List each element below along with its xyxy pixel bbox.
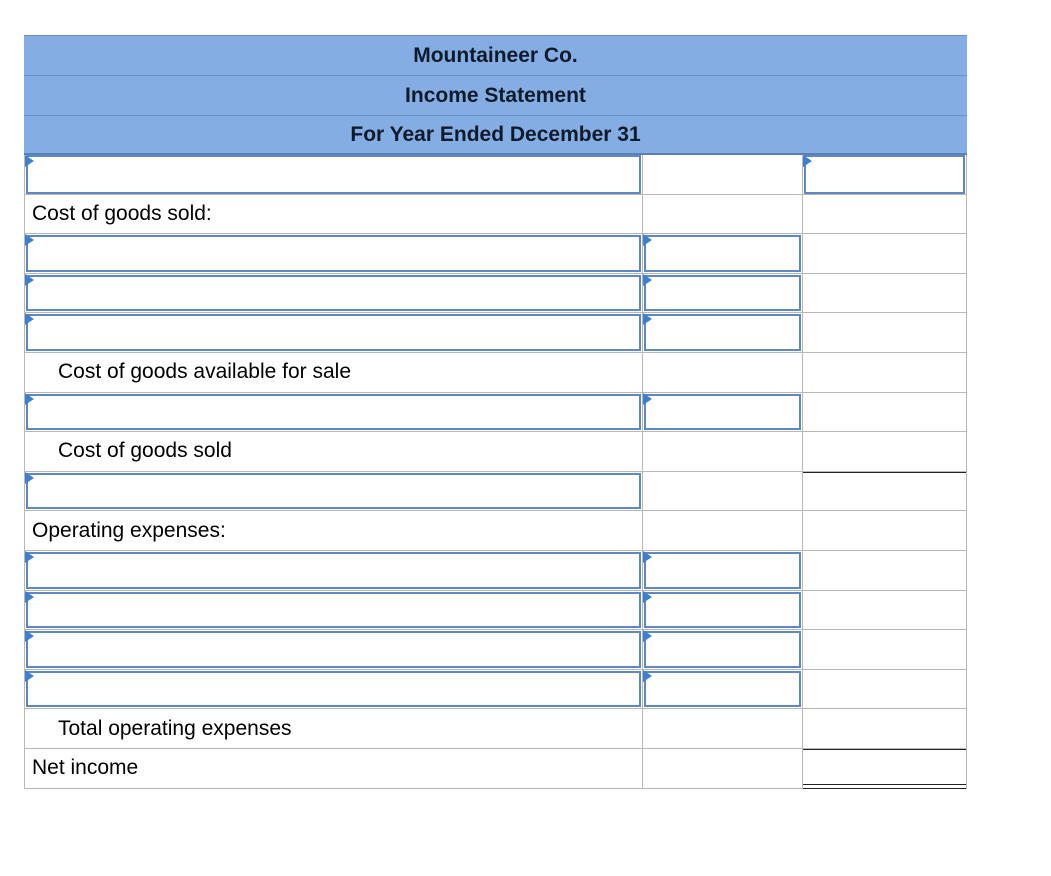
account-cell [25, 155, 643, 194]
amount-cell [643, 432, 803, 471]
net-income-label: Net income [32, 756, 139, 780]
total-rule [803, 749, 966, 750]
account-select[interactable] [26, 394, 641, 431]
account-select[interactable] [26, 631, 641, 668]
caret-right-icon [643, 630, 652, 642]
total-cell [803, 155, 967, 194]
account-select[interactable] [26, 671, 641, 708]
amount-cell [643, 234, 803, 273]
amount-input[interactable] [644, 235, 801, 272]
table-row [24, 195, 967, 235]
amount-input[interactable] [644, 631, 801, 668]
account-select[interactable] [26, 314, 641, 351]
caret-right-icon [25, 313, 34, 325]
amount-cell [643, 195, 803, 234]
table-row [24, 551, 967, 591]
table-row [24, 670, 967, 710]
table-row [24, 234, 967, 274]
amount-cell [643, 472, 803, 511]
account-cell [25, 234, 643, 273]
caret-right-icon [643, 274, 652, 286]
account-cell [25, 630, 643, 669]
label-cell [25, 709, 643, 748]
total-cell [803, 591, 967, 630]
table-row [24, 353, 967, 393]
amount-cell [643, 353, 803, 392]
amount-cell [643, 155, 803, 194]
account-select[interactable] [26, 155, 641, 194]
caret-right-icon [643, 591, 652, 603]
total-cell [803, 274, 967, 313]
double-underline [803, 784, 966, 789]
caret-right-icon [643, 393, 652, 405]
account-cell [25, 591, 643, 630]
caret-right-icon [803, 155, 812, 167]
amount-cell [643, 709, 803, 748]
caret-right-icon [25, 551, 34, 563]
amount-cell [643, 393, 803, 432]
total-cell [803, 313, 967, 352]
caret-right-icon [25, 591, 34, 603]
caret-right-icon [25, 274, 34, 286]
total-cell [803, 551, 967, 590]
table-row [24, 591, 967, 631]
amount-input[interactable] [644, 671, 801, 708]
amount-input[interactable] [804, 155, 965, 194]
total-cell [803, 630, 967, 669]
amount-cell [643, 551, 803, 590]
total-cell [803, 393, 967, 432]
statement-title: Income Statement [24, 75, 967, 115]
table-row [24, 393, 967, 433]
amount-cell [643, 670, 803, 709]
opex-total-label: Total operating expenses [58, 716, 292, 740]
cogs-total-label: Cost of goods sold [58, 439, 232, 463]
account-select[interactable] [26, 592, 641, 629]
amount-cell [643, 274, 803, 313]
account-select[interactable] [26, 473, 641, 510]
caret-right-icon [25, 155, 34, 167]
total-cell [803, 234, 967, 273]
account-select[interactable] [26, 552, 641, 589]
table-row [24, 313, 967, 353]
account-cell [25, 274, 643, 313]
total-cell [803, 670, 967, 709]
table-row [24, 709, 967, 749]
total-rule [803, 472, 966, 473]
opex-heading: Operating expenses: [32, 518, 226, 542]
amount-cell [643, 591, 803, 630]
account-cell [25, 313, 643, 352]
amount-cell [643, 749, 803, 788]
caret-right-icon [25, 393, 34, 405]
caret-right-icon [25, 630, 34, 642]
amount-cell [643, 313, 803, 352]
amount-input[interactable] [644, 592, 801, 629]
label-cell [25, 749, 643, 788]
amount-cell [643, 511, 803, 550]
caret-right-icon [25, 472, 34, 484]
caret-right-icon [25, 234, 34, 246]
table-row [24, 155, 967, 195]
account-cell [25, 551, 643, 590]
statement-period: For Year Ended December 31 [24, 115, 967, 155]
label-cell [25, 195, 643, 234]
amount-input[interactable] [644, 394, 801, 431]
label-cell [25, 511, 643, 550]
income-statement-worksheet [24, 35, 967, 789]
amount-input[interactable] [644, 275, 801, 312]
caret-right-icon [643, 234, 652, 246]
account-cell [25, 472, 643, 511]
caret-right-icon [643, 313, 652, 325]
account-select[interactable] [26, 275, 641, 312]
account-cell [25, 670, 643, 709]
cogs-heading: Cost of goods sold: [32, 201, 212, 225]
total-cell [803, 749, 967, 788]
total-cell [803, 353, 967, 392]
table-row [24, 630, 967, 670]
amount-input[interactable] [644, 314, 801, 351]
amount-input[interactable] [644, 552, 801, 589]
table-row [24, 472, 967, 512]
table-row [24, 749, 967, 789]
table-row [24, 511, 967, 551]
caret-right-icon [25, 670, 34, 682]
total-cell [803, 472, 967, 511]
amount-cell [643, 630, 803, 669]
account-cell [25, 393, 643, 432]
total-cell [803, 432, 967, 471]
total-cell [803, 511, 967, 550]
company-name: Mountaineer Co. [24, 35, 967, 75]
goods-available-label: Cost of goods available for sale [58, 360, 352, 384]
caret-right-icon [643, 551, 652, 563]
label-cell [25, 353, 643, 392]
total-cell [803, 709, 967, 748]
caret-right-icon [643, 670, 652, 682]
table-row [24, 432, 967, 472]
table-row [24, 274, 967, 314]
label-cell [25, 432, 643, 471]
total-cell [803, 195, 967, 234]
account-select[interactable] [26, 235, 641, 272]
